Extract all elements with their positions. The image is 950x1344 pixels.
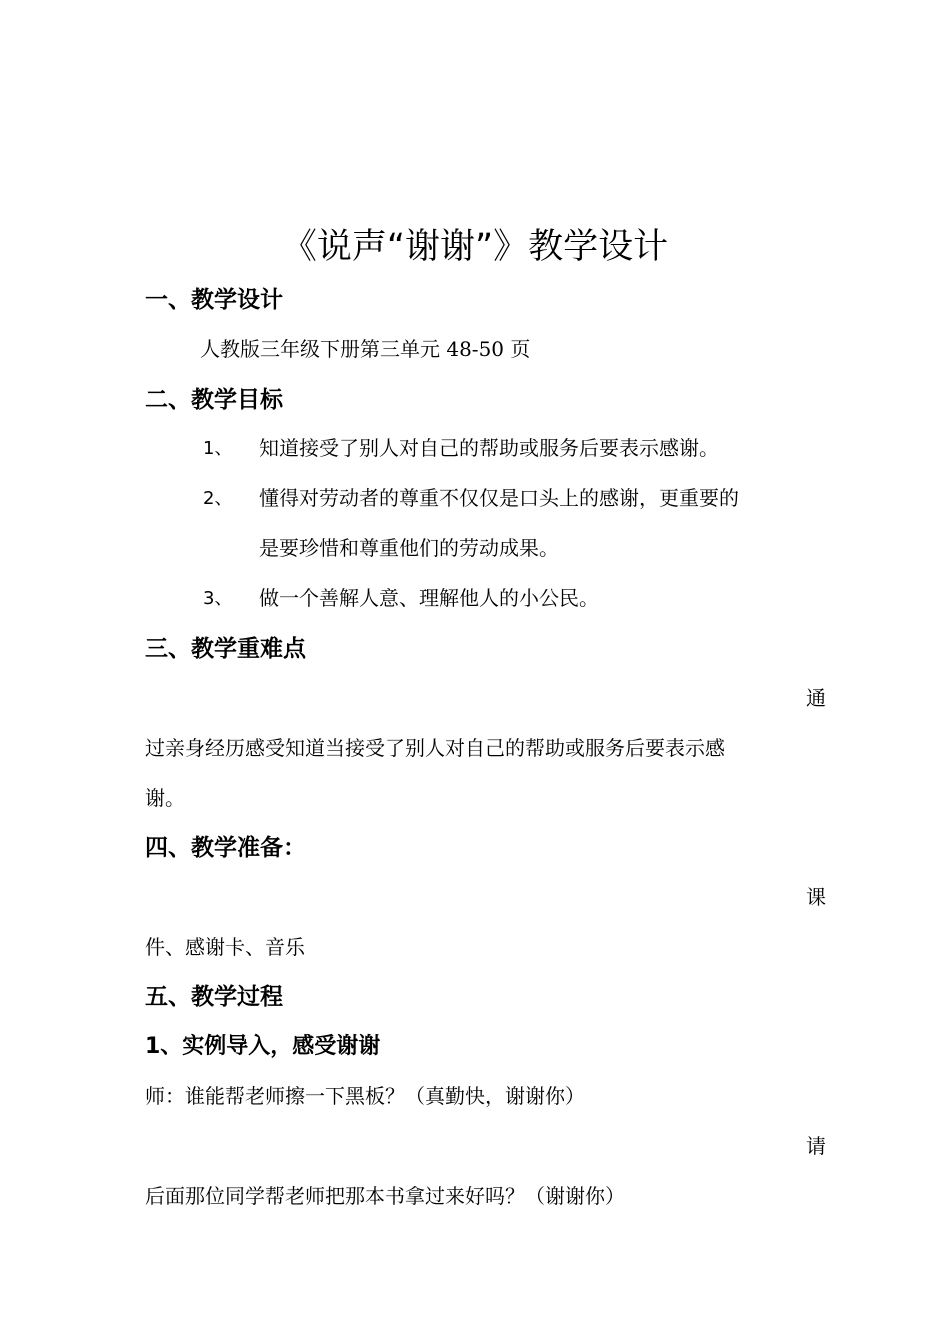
preparation-line-1: 件、感谢卡、音乐	[145, 935, 305, 959]
key-points-first-char: 通	[806, 686, 826, 710]
goal-text-2-line-1: 懂得对劳动者的尊重不仅仅是口头上的感谢，更重要的	[259, 486, 739, 510]
key-points-line-2: 谢。	[145, 786, 185, 810]
section-heading-goals: 二、教学目标	[145, 387, 283, 413]
goal-text-2-line-2: 是要珍惜和尊重他们的劳动成果。	[259, 536, 559, 560]
section-heading-key-points: 三、教学重难点	[145, 636, 306, 662]
textbook-reference: 人教版三年级下册第三单元 48-50 页	[200, 337, 531, 361]
process-line-2: 后面那位同学帮老师把那本书拿过来好吗？（谢谢你）	[145, 1184, 625, 1208]
document-title: 《说声“谢谢”》教学设计	[281, 227, 669, 267]
key-points-line-1: 过亲身经历感受知道当接受了别人对自己的帮助或服务后要表示感	[145, 736, 725, 760]
goal-text-3: 做一个善解人意、理解他人的小公民。	[259, 586, 599, 610]
goal-number-1: 1、	[203, 438, 233, 459]
section-heading-preparation: 四、教学准备：	[145, 835, 306, 861]
process-subheading: 1、实例导入，感受谢谢	[145, 1034, 381, 1059]
goal-number-3: 3、	[203, 588, 233, 609]
preparation-first-char: 课	[806, 885, 826, 909]
process-first-char: 请	[806, 1134, 826, 1158]
goal-number-2: 2、	[203, 488, 233, 509]
goal-text-1: 知道接受了别人对自己的帮助或服务后要表示感谢。	[259, 436, 719, 460]
process-line-1: 师：谁能帮老师擦一下黑板？（真勤快，谢谢你）	[145, 1084, 585, 1108]
section-heading-design: 一、教学设计	[145, 287, 283, 313]
section-heading-process: 五、教学过程	[145, 984, 283, 1010]
